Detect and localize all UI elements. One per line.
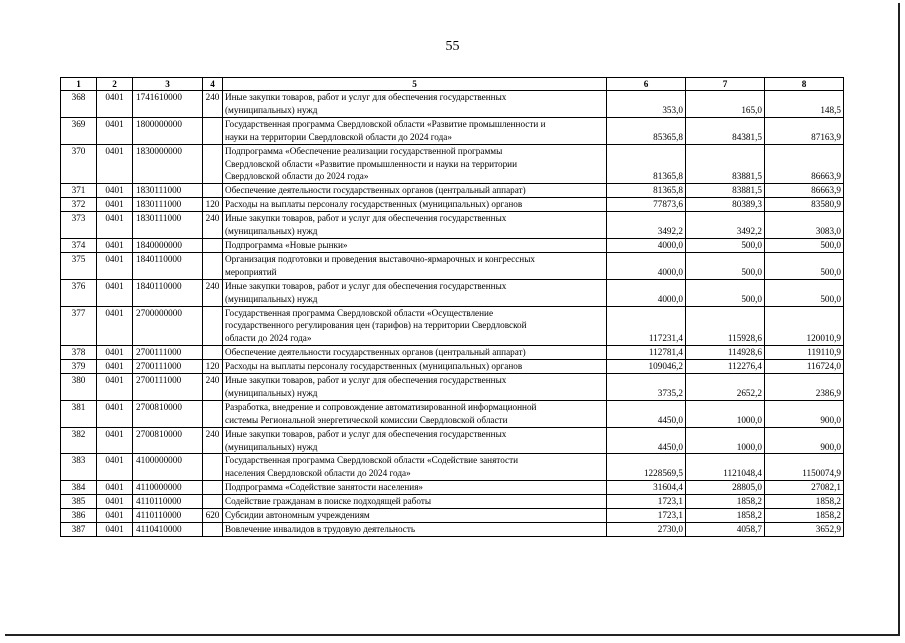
name-cell — [223, 495, 607, 509]
name-cell — [223, 523, 607, 537]
expense-type-cell — [203, 117, 223, 144]
amount-cell-year-3: 500,0 — [765, 238, 844, 252]
amount-cell-year-3: 83580,9 — [765, 198, 844, 212]
name-cell — [223, 481, 607, 495]
column-header: 3 — [133, 78, 203, 91]
amount-cell-year-3: 87163,9 — [765, 117, 844, 144]
name-cell — [223, 427, 607, 454]
target-article-cell: 4110000000 — [133, 481, 203, 495]
target-article-cell: 1840110000 — [133, 279, 203, 306]
amount-cell-year-2: 84381,5 — [686, 117, 765, 144]
name-line: (муниципальных) нужд — [225, 293, 318, 304]
target-article-cell: 4110110000 — [133, 495, 203, 509]
section-code-cell: 0401 — [97, 184, 133, 198]
name-line: Свердловской области до 2024 года» — [225, 171, 369, 182]
name-line: (муниципальных) нужд — [225, 104, 318, 115]
name-line: науки на территории Свердловской области до 2024 года» — [225, 131, 452, 142]
amount-cell-year-2: 500,0 — [686, 238, 765, 252]
amount-cell-year-3: 500,0 — [765, 279, 844, 306]
section-code-cell: 0401 — [97, 509, 133, 523]
row-number-cell: 385 — [61, 495, 97, 509]
section-code-cell: 0401 — [97, 346, 133, 360]
name-line: Иные закупки товаров, работ и услуг для обеспечения государственных — [225, 375, 507, 386]
expense-type-cell — [203, 238, 223, 252]
amount-cell-year-2: 83881,5 — [686, 144, 765, 184]
name-line: Субсидии автономным учреждениям — [225, 510, 370, 521]
expense-type-cell — [203, 400, 223, 427]
name-line: Иные закупки товаров, работ и услуг для обеспечения государственных — [225, 280, 507, 291]
amount-cell-year-3: 900,0 — [765, 427, 844, 454]
name-cell — [223, 509, 607, 523]
amount-cell-year-1: 1723,1 — [607, 495, 686, 509]
row-number-cell: 381 — [61, 400, 97, 427]
target-article-cell: 2700810000 — [133, 427, 203, 454]
table-row — [61, 279, 844, 306]
target-article-cell: 4100000000 — [133, 454, 203, 481]
amount-cell-year-1: 85365,8 — [607, 117, 686, 144]
expense-type-cell: 120 — [203, 360, 223, 374]
name-line: Разработка, внедрение и сопровождение автоматизированной информационной — [225, 401, 537, 412]
name-cell — [223, 212, 607, 239]
section-code-cell: 0401 — [97, 400, 133, 427]
expense-type-cell: 240 — [203, 279, 223, 306]
row-number-cell: 378 — [61, 346, 97, 360]
section-code-cell: 0401 — [97, 117, 133, 144]
name-line: (муниципальных) нужд — [225, 226, 318, 237]
name-line: Подпрограмма «Новые рынки» — [225, 239, 348, 250]
document-page — [5, 3, 900, 636]
target-article-cell: 1830111000 — [133, 212, 203, 239]
target-article-cell: 1840000000 — [133, 238, 203, 252]
name-line: Расходы на выплаты персоналу государственных (муниципальных) органов — [225, 199, 523, 210]
table-row — [61, 212, 844, 239]
table-row — [61, 360, 844, 374]
target-article-cell: 1830000000 — [133, 144, 203, 184]
amount-cell-year-2: 115928,6 — [686, 306, 765, 346]
name-cell — [223, 117, 607, 144]
amount-cell-year-2: 3492,2 — [686, 212, 765, 239]
expense-type-cell: 120 — [203, 198, 223, 212]
target-article-cell: 1800000000 — [133, 117, 203, 144]
row-number-cell: 373 — [61, 212, 97, 239]
expense-type-cell: 240 — [203, 212, 223, 239]
target-article-cell: 1830111000 — [133, 198, 203, 212]
table-row — [61, 198, 844, 212]
name-line: (муниципальных) нужд — [225, 387, 318, 398]
amount-cell-year-3: 3652,9 — [765, 523, 844, 537]
section-code-cell: 0401 — [97, 306, 133, 346]
expense-type-cell: 240 — [203, 427, 223, 454]
target-article-cell: 4110410000 — [133, 523, 203, 537]
expense-type-cell — [203, 454, 223, 481]
budget-table — [60, 77, 844, 537]
amount-cell-year-2: 1000,0 — [686, 427, 765, 454]
section-code-cell: 0401 — [97, 279, 133, 306]
expense-type-cell — [203, 346, 223, 360]
table-row — [61, 509, 844, 523]
table-row — [61, 523, 844, 537]
table-row — [61, 238, 844, 252]
row-number-cell: 383 — [61, 454, 97, 481]
section-code-cell: 0401 — [97, 454, 133, 481]
header-row — [61, 78, 844, 91]
section-code-cell: 0401 — [97, 212, 133, 239]
name-line: Обеспечение деятельности государственных органов (центральный аппарат) — [225, 347, 526, 358]
name-line: населения Свердловской области до 2024 года» — [225, 468, 411, 479]
table-row — [61, 454, 844, 481]
amount-cell-year-2: 112276,4 — [686, 360, 765, 374]
expense-type-cell — [203, 252, 223, 279]
table-row — [61, 374, 844, 401]
section-code-cell: 0401 — [97, 523, 133, 537]
table-row — [61, 306, 844, 346]
amount-cell-year-1: 81365,8 — [607, 184, 686, 198]
name-cell — [223, 360, 607, 374]
table-row — [61, 117, 844, 144]
amount-cell-year-2: 83881,5 — [686, 184, 765, 198]
target-article-cell: 4110110000 — [133, 509, 203, 523]
name-line: Государственная программа Свердловской области «Осуществление — [225, 307, 494, 318]
amount-cell-year-3: 116724,0 — [765, 360, 844, 374]
amount-cell-year-2: 2652,2 — [686, 374, 765, 401]
name-cell — [223, 346, 607, 360]
amount-cell-year-1: 77873,6 — [607, 198, 686, 212]
name-cell — [223, 374, 607, 401]
expense-type-cell: 240 — [203, 374, 223, 401]
row-number-cell: 386 — [61, 509, 97, 523]
section-code-cell: 0401 — [97, 360, 133, 374]
amount-cell-year-1: 81365,8 — [607, 144, 686, 184]
table-row — [61, 495, 844, 509]
page-number: 55 — [445, 39, 460, 54]
amount-cell-year-1: 4000,0 — [607, 279, 686, 306]
column-header: 5 — [223, 78, 607, 91]
row-number-cell: 377 — [61, 306, 97, 346]
table-row — [61, 427, 844, 454]
amount-cell-year-1: 3492,2 — [607, 212, 686, 239]
name-line: Свердловской области «Развитие промышленности и науки на территории — [225, 158, 517, 169]
amount-cell-year-1: 117231,4 — [607, 306, 686, 346]
name-line: мероприятий — [225, 266, 277, 277]
name-cell — [223, 306, 607, 346]
table-row — [61, 481, 844, 495]
name-line: государственного регулирования цен (тарифов) на территории Свердловской — [225, 320, 527, 331]
amount-cell-year-3: 148,5 — [765, 91, 844, 118]
name-cell — [223, 91, 607, 118]
name-cell — [223, 400, 607, 427]
name-line: Вовлечение инвалидов в трудовую деятельность — [225, 524, 416, 534]
name-cell — [223, 238, 607, 252]
amount-cell-year-2: 1121048,4 — [686, 454, 765, 481]
table-row — [61, 252, 844, 279]
target-article-cell: 2700000000 — [133, 306, 203, 346]
expense-type-cell — [203, 495, 223, 509]
amount-cell-year-3: 900,0 — [765, 400, 844, 427]
amount-cell-year-3: 1858,2 — [765, 509, 844, 523]
name-line: Иные закупки товаров, работ и услуг для обеспечения государственных — [225, 428, 507, 439]
amount-cell-year-3: 2386,9 — [765, 374, 844, 401]
target-article-cell: 1840110000 — [133, 252, 203, 279]
amount-cell-year-3: 27082,1 — [765, 481, 844, 495]
section-code-cell: 0401 — [97, 252, 133, 279]
amount-cell-year-1: 4000,0 — [607, 238, 686, 252]
target-article-cell: 2700111000 — [133, 374, 203, 401]
row-number-cell: 372 — [61, 198, 97, 212]
table-row — [61, 184, 844, 198]
target-article-cell: 2700810000 — [133, 400, 203, 427]
amount-cell-year-3: 3083,0 — [765, 212, 844, 239]
name-line: системы Региональной энергетической комиссии Свердловской области — [225, 414, 508, 425]
name-cell — [223, 279, 607, 306]
amount-cell-year-2: 1858,2 — [686, 495, 765, 509]
row-number-cell: 376 — [61, 279, 97, 306]
amount-cell-year-2: 1858,2 — [686, 509, 765, 523]
amount-cell-year-3: 1150074,9 — [765, 454, 844, 481]
table-row — [61, 346, 844, 360]
amount-cell-year-2: 165,0 — [686, 91, 765, 118]
row-number-cell: 371 — [61, 184, 97, 198]
name-line: Подпрограмма «Содействие занятости населения» — [225, 482, 424, 493]
section-code-cell: 0401 — [97, 238, 133, 252]
name-line: Иные закупки товаров, работ и услуг для обеспечения государственных — [225, 213, 507, 224]
row-number-cell: 384 — [61, 481, 97, 495]
amount-cell-year-3: 86663,9 — [765, 184, 844, 198]
row-number-cell: 375 — [61, 252, 97, 279]
table-row — [61, 144, 844, 184]
amount-cell-year-3: 119110,9 — [765, 346, 844, 360]
table-row — [61, 400, 844, 427]
amount-cell-year-3: 500,0 — [765, 252, 844, 279]
expense-type-cell — [203, 523, 223, 537]
amount-cell-year-1: 3735,2 — [607, 374, 686, 401]
amount-cell-year-2: 80389,3 — [686, 198, 765, 212]
target-article-cell: 2700111000 — [133, 346, 203, 360]
row-number-cell: 368 — [61, 91, 97, 118]
section-code-cell: 0401 — [97, 481, 133, 495]
amount-cell-year-1: 4450,0 — [607, 427, 686, 454]
section-code-cell: 0401 — [97, 91, 133, 118]
expense-type-cell — [203, 306, 223, 346]
expense-type-cell — [203, 144, 223, 184]
section-code-cell: 0401 — [97, 198, 133, 212]
section-code-cell: 0401 — [97, 374, 133, 401]
amount-cell-year-1: 2730,0 — [607, 523, 686, 537]
amount-cell-year-3: 1858,2 — [765, 495, 844, 509]
amount-cell-year-2: 114928,6 — [686, 346, 765, 360]
amount-cell-year-1: 31604,4 — [607, 481, 686, 495]
name-line: Иные закупки товаров, работ и услуг для обеспечения государственных — [225, 92, 507, 102]
name-cell — [223, 454, 607, 481]
name-line: Подпрограмма «Обеспечение реализации государственной программы — [225, 145, 503, 156]
column-header: 2 — [97, 78, 133, 91]
table-row — [61, 91, 844, 118]
expense-type-cell: 240 — [203, 91, 223, 118]
target-article-cell: 1830111000 — [133, 184, 203, 198]
amount-cell-year-2: 500,0 — [686, 252, 765, 279]
table-body — [61, 91, 844, 537]
amount-cell-year-1: 1228569,5 — [607, 454, 686, 481]
row-number-cell: 382 — [61, 427, 97, 454]
name-line: Государственная программа Свердловской области «Содействие занятости — [225, 455, 519, 466]
name-line: Обеспечение деятельности государственных органов (центральный аппарат) — [225, 185, 526, 196]
amount-cell-year-3: 120010,9 — [765, 306, 844, 346]
row-number-cell: 370 — [61, 144, 97, 184]
name-line: Расходы на выплаты персоналу государственных (муниципальных) органов — [225, 361, 523, 372]
name-cell — [223, 144, 607, 184]
expense-type-cell: 620 — [203, 509, 223, 523]
column-header: 1 — [61, 78, 97, 91]
amount-cell-year-1: 4450,0 — [607, 400, 686, 427]
name-cell — [223, 198, 607, 212]
row-number-cell: 380 — [61, 374, 97, 401]
name-line: Государственная программа Свердловской области «Развитие промышленности и — [225, 118, 546, 129]
amount-cell-year-1: 1723,1 — [607, 509, 686, 523]
name-line: области до 2024 года» — [225, 333, 312, 344]
amount-cell-year-1: 112781,4 — [607, 346, 686, 360]
section-code-cell: 0401 — [97, 495, 133, 509]
name-line: Содействие гражданам в поиске подходящей работы — [225, 496, 432, 507]
name-cell — [223, 252, 607, 279]
amount-cell-year-2: 28805,0 — [686, 481, 765, 495]
amount-cell-year-1: 353,0 — [607, 91, 686, 118]
amount-cell-year-2: 4058,7 — [686, 523, 765, 537]
column-header: 4 — [203, 78, 223, 91]
row-number-cell: 374 — [61, 238, 97, 252]
expense-type-cell — [203, 481, 223, 495]
amount-cell-year-2: 500,0 — [686, 279, 765, 306]
row-number-cell: 379 — [61, 360, 97, 374]
name-cell — [223, 184, 607, 198]
target-article-cell: 1741610000 — [133, 91, 203, 118]
amount-cell-year-1: 109046,2 — [607, 360, 686, 374]
amount-cell-year-1: 4000,0 — [607, 252, 686, 279]
column-header: 8 — [765, 78, 844, 91]
name-line: (муниципальных) нужд — [225, 441, 318, 452]
section-code-cell: 0401 — [97, 427, 133, 454]
amount-cell-year-3: 86663,9 — [765, 144, 844, 184]
expense-type-cell — [203, 184, 223, 198]
name-line: Организация подготовки и проведения выставочно-ярмарочных и конгрессных — [225, 253, 535, 264]
target-article-cell: 2700111000 — [133, 360, 203, 374]
row-number-cell: 387 — [61, 523, 97, 537]
column-header: 7 — [686, 78, 765, 91]
column-header: 6 — [607, 78, 686, 91]
section-code-cell: 0401 — [97, 144, 133, 184]
row-number-cell: 369 — [61, 117, 97, 144]
amount-cell-year-2: 1000,0 — [686, 400, 765, 427]
